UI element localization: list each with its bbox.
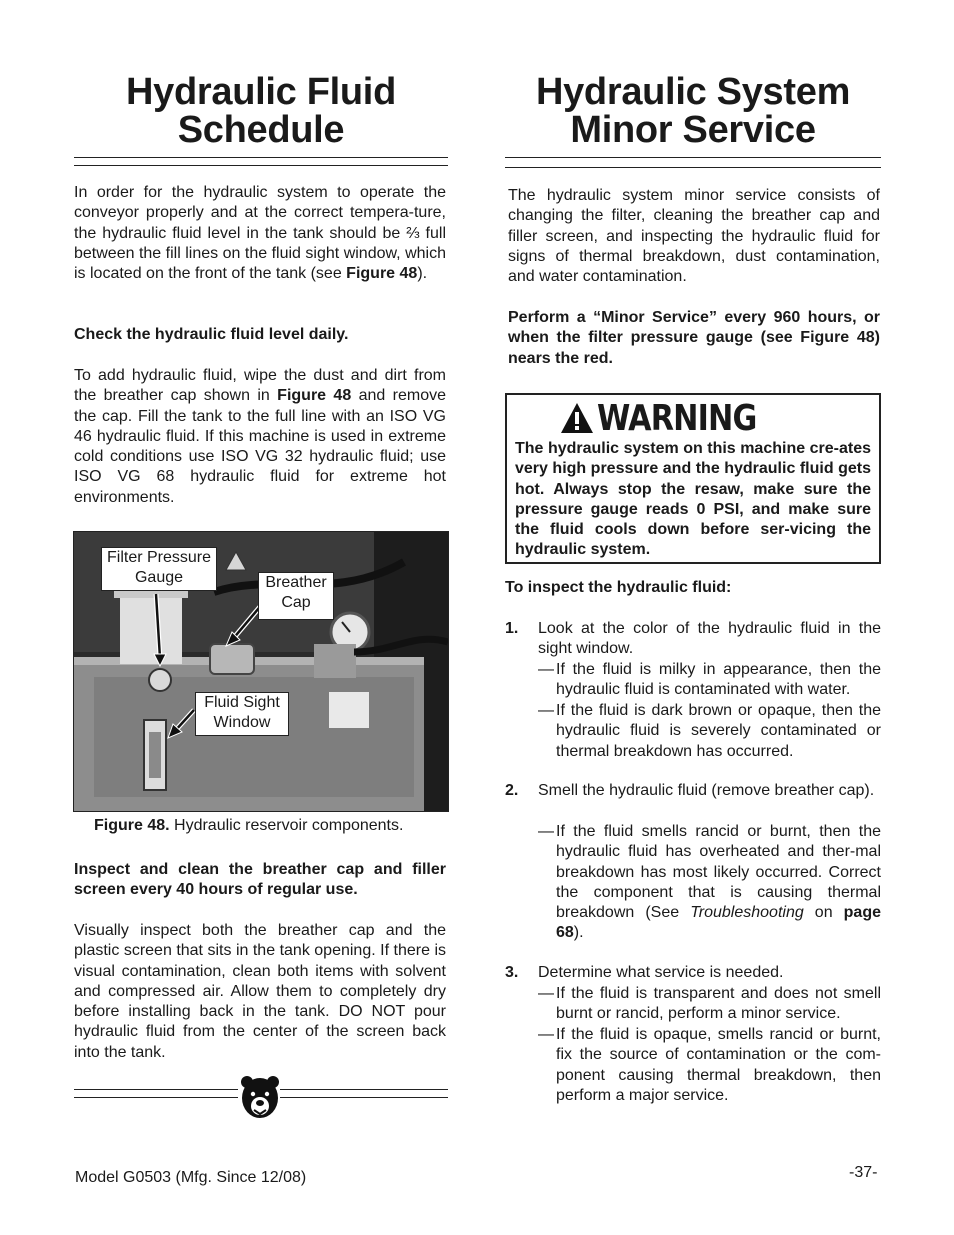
step-1-sub-2: — If the fluid is dark brown or opaque, then the hydraulic fluid is severely contaminated or thermal breakdown has occurred. [538, 702, 881, 760]
minor-service-intro: The hydraulic system minor service consists of changing the filter, cleaning the breather cap and filler screen, and inspecting the hydraulic fluid for signs of thermal breakdown, dust contamination, and water contamination. [508, 187, 880, 286]
step-2: 2. Smell the hydraulic fluid (remove breather cap). — If the fluid smells rancid or burnt, then the hydraulic fluid has overheated and ther-mal breakdown has most likely occurred. Correct the component that is causing thermal breakdown (See Troubleshooting on page 68). [505, 781, 881, 951]
left-title-rule-bottom [74, 165, 448, 166]
left-title-rule-top [74, 157, 448, 158]
right-title-rule-bottom [505, 167, 881, 168]
footer-page-number: -37- [849, 1164, 878, 1181]
warning-header [507, 395, 879, 441]
bottom-rule-right-bottom [280, 1097, 448, 1098]
check-daily-text: Check the hydraulic fluid level daily. [74, 326, 349, 343]
right-title-rule-top [505, 157, 881, 158]
footer-model: Model G0503 (Mfg. Since 12/08) [75, 1169, 307, 1186]
bottom-rule-left-bottom [74, 1097, 238, 1098]
step-1-sub-1: — If the fluid is milky in appearance, then the hydraulic fluid is contaminated with water. [538, 661, 881, 699]
bear-logo-icon [238, 1074, 282, 1120]
figure-48-photo [73, 531, 449, 812]
add-fluid-paragraph: To add hydraulic fluid, wipe the dust and dirt from the breather cap shown in Figure 48 and remove the cap. Fill the tank to the full line with an ISO VG 46 hydraulic fluid. If this machine is used in extreme cold conditions use ISO VG 32 hydraulic fluid; use ISO VG 68 hydraulic fluid for extreme hot environments. [74, 367, 447, 506]
step-3-sub-2: — If the fluid is opaque, smells rancid or burnt, fix the source of contamination or the com-ponent causing thermal breakdown, then perform a major service. [538, 1026, 881, 1104]
inspect-breather-bold: Inspect and clean the breather cap and filler screen every 40 hours of regular use. [74, 861, 446, 899]
step-2-sub-1: — If the fluid smells rancid or burnt, then the hydraulic fluid has overheated and ther-mal breakdown has most likely occurred. Correct the component that is causing thermal breakdown (See Troubleshooting on page 68). [538, 823, 881, 942]
warning-word: WARNING [597, 397, 757, 439]
inspect-fluid-heading: To inspect the hydraulic fluid: [505, 579, 732, 596]
warning-text: The hydraulic system on this machine cre-ates very high pressure and the hydraulic fluid gets hot. Always stop the resaw, make sure the pressure gauge reads 0 PSI, and make sure the fluid cools down before ser-vicing the hydraulic system. [515, 440, 871, 559]
label-fluid-sight-window: Fluid Sight Window [195, 692, 289, 736]
right-title: Hydraulic System Minor Service [535, 71, 851, 151]
visual-inspect-paragraph: Visually inspect both the breather cap and the plastic screen that sits in the tank opening. If there is visual contamination, clean both items with solvent and compressed air. Allow them to completely dry before installing back in the tank. DO NOT pour hydraulic fluid from the center of the screen back into the tank. [74, 922, 446, 1061]
step-3-sub-1: — If the fluid is transparent and does not smell burnt or rancid, perform a minor service. [538, 985, 881, 1023]
step-1: 1. Look at the color of the hydraulic fluid in the sight window. — If the fluid is milky in appearance, then the hydraulic fluid is contaminated with water. — If the fluid is dark brown or opaque, then the hydraulic fluid is severely contaminated or thermal breakdown has occurred. [505, 619, 881, 764]
label-breather-cap: Breather Cap [258, 572, 334, 620]
step-3: 3. Determine what service is needed. — If the fluid is transparent and does not smell burnt or rancid, perform a minor service. — If the fluid is opaque, smells rancid or burnt, fix the source of contamination or the com-ponent causing thermal breakdown, then perform a major service. [505, 963, 881, 1113]
label-filter-pressure-gauge: Filter Pressure Gauge [101, 547, 217, 591]
left-title: Hydraulic Fluid Schedule [126, 71, 396, 151]
left-intro-paragraph: In order for the hydraulic system to operate the conveyor properly and at the correct tempera-ture, the hydraulic fluid level in the tank should be ⅔ full between the fill lines on the fluid sight window, which is located on the front of the tank (see Figure 48). [74, 184, 446, 283]
figure-48-caption: Figure 48. Hydraulic reservoir components. [94, 817, 404, 834]
warning-box [505, 393, 881, 564]
bottom-rule-right-top [280, 1089, 448, 1090]
perform-minor-service-bold: Perform a “Minor Service” every 960 hours, or when the filter pressure gauge (see Figure 48) nears the red. [508, 309, 880, 367]
warning-triangle-icon [559, 401, 595, 435]
bottom-rule-left-top [74, 1089, 238, 1090]
